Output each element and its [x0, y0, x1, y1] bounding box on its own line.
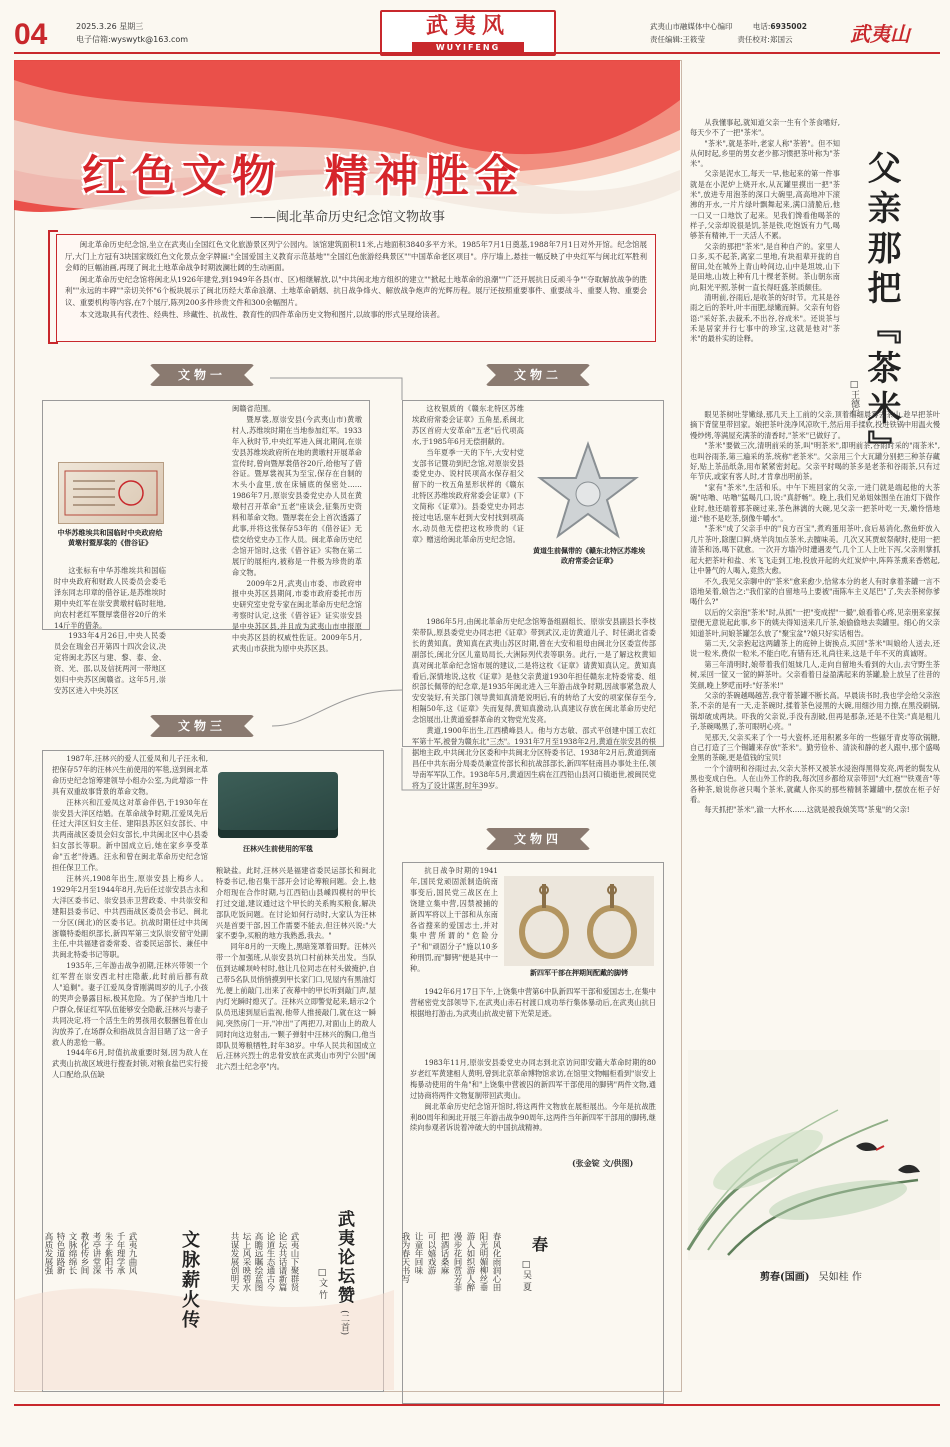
editor-in-charge: 责任编辑:王筱莹: [650, 35, 706, 44]
relic4-byline: (张金锭 文/供图): [572, 1158, 634, 1168]
essay-paragraph: 父亲是泥水工,每天一早,他起来的第一件事就是在小泥炉上烧开水,从瓦罐里摸出一把"茶米",放进专用泡茶的深口大碗里,高高地冲下滚沸的开水,一片片绿叶飘舞起来,满口清脆后,他一口又一口地饮了起来。见我们馋看他喝茶的样子,父亲却说很是饥,茶是铁,吃饱饭有力气,喝够茶有精神,干一天活人不累。: [690, 169, 840, 241]
relic2-text: 这枚银质的《赣东北特区苏维埃政府常委会证章》五角星,系闽北苏区首府大安革命"五老"后代项高水,于1985年6月无偿捐献的。: [412, 404, 524, 446]
essay-paragraph: 清明前,谷雨后,是收茶的好时节。尤其是谷雨之后的茶叶,叶丰而肥,绿嫩而鲜。父亲有句俗语:"采好茶,去裁禾,不出谷,谷成米"。还说茶与禾是居家并行七事中的珍宝,这就是他对"茶米"的最朴实的诠释。: [690, 293, 840, 344]
relic4-text: 闽北革命历史纪念馆开馆时,将这两件文物放在展柜展出。今年是抗战胜利80周年和闽北开展三年游击战争90周年,这两件当年新四军干部用的脚铐,继续向参观者诉说着冲破大的中国抗战精神。: [410, 1101, 656, 1133]
essay-paragraph: "茶米",就是茶叶,老家人称"茶箬"。但不知从何时起,乡里的男女老少都习惯把茶叶称为"茶米"。: [690, 138, 840, 169]
poem-line: 论坛共话谱新篇: [277, 1232, 287, 1292]
poem-line: 可以嬉戏游: [426, 1232, 436, 1275]
relic3-text: 汪林兴和江爱凤这对革命伴侣,于1930年在崇安县大洋区结婚。在革命战争时期,江爱凤先后任过大洋区妇女主任、建阳县苏区妇女部长、中共两南战区委员会妇女部长,中共闽北区中心县委妇女部长等职。新中国成立后,她在家乡享受革命"五老"待遇。汪永和曾在闽北革命历史纪念馆担任保卫工作。: [52, 797, 208, 873]
relic3-text: 1944年6月,时值抗战重要时刻,因为敌人在武夷山抗战区域进行搜查封锁,对粮食盐巴实行接人口配给,队伍缺: [52, 1048, 208, 1080]
poem-line: 教化传乡闾: [79, 1232, 89, 1275]
essay-paragraph: 见那天,父亲买来了个一号大瓷杯,还用积累多年的一些辐牙青皮等砍锅糖,自己打造了三个锡罐来存放"茶米"。勤劳俭朴、清淡和静的老人跟中,那个盛喝金黑的茶碗,更是值钱的宝贝!: [690, 732, 940, 763]
essay-title: 父亲那把『茶米』: [861, 150, 901, 470]
relic3-text: 汪林兴,1908年出生,原崇安县上梅乡人。1929年2月至1944年8月,先后任过崇安县古永和大洋区委书记、崇安县赤卫营政委、中共崇安和建阳县委书记、中共西南战区委员会书记、闽北一分区(闽北)的区委书记。抗战时期任过中共闽浙赣特委组织部长,新四军第三支队崇安留守处副主任,中共福建省委常委、省委民运部长、兼任中共闽北特委书记等职。: [52, 873, 208, 960]
essay-paragraph: 每天抓把"茶米",澈一大杯水……这就是被我娘笑骂"茶鬼"的父亲!: [704, 805, 910, 815]
intro-paragraph: 闽北革命历史纪念馆将闽北从1926年建党,到1949年各县(市、区)相继解放,以"中共闽北地方组织的建立""掀起土地革命的浪潮""广泛开展抗日反顽斗争""夺取解放战争的胜利""永远的丰碑""亲切关怀"6个板块展示了闽北历经大革命浪潮、土地革命硝烟、抗日战争烽火、解放战争炮声的光辉历程。展厅还按照重要事件、重要战斗、重要人物、重要会议、重要机构等内容,在7个展厅,陈列200多件珍贵文件和300余幅图片。: [65, 274, 647, 307]
essay-paragraph: 第二天,父亲抱起这两罐茶上的庭钟上街换点,买回"茶米"叫娘给人送去,还说一粒米,费似一粒米,不能白吃,有错有还,礼尚往来,这是千年不灭的真诚呀。: [690, 638, 940, 659]
editor-center: 武夷山市融媒体中心编印: [650, 22, 733, 31]
relic4-banner: 文物四: [486, 828, 590, 850]
feature-title: 红色文物 精神胜金: [82, 151, 525, 202]
logo: 武夷山: [850, 22, 910, 46]
header-rule: [14, 52, 940, 54]
poem-line: 高瞻远瞩绘蓝图: [253, 1232, 263, 1292]
relic3-text: 1935年,三年游击战争初期,汪林兴带领一个红军营在崇安西北村庄隐蔽,此时前后都有敌人"追剿"。妻子江爱凤身背刚满周岁的儿子,小孩的哭声会暴露目标,极其危险。为了保护当地几十户群众,保证红军队伍能够安全隐蔽,汪林兴与妻子共同决定,将一个活生生的男孩用衣服捆包着在山沟放养了,在场群众和指战员含泪目睹了这一舍子救人的悲怆一幕。: [52, 961, 208, 1047]
relic1-text: 这张标有中华苏维埃共和国临时中央政府和财政人民委员会委毛泽东同志印章的借谷证,是苏维埃时期中央红军在崇安黄墩村临时驻地,向农村老红军暨厚裳借谷20斤的米14斤半的借条。: [54, 566, 166, 630]
essay-paragraph: 第三年清明时,娘带着我们姐妹几人,走向自留地头看到的大山,去守野生茶树,采回一筐又一筐的鲜茶叶。父亲看着日益盈满起来的茶罐,脸上放呈了往昔的笑颜,晚上梦呓而呼:"好茶米!": [690, 659, 940, 690]
poem-line: 特色道路新: [55, 1232, 65, 1275]
essay-paragraph: "茶米"成了父亲手中的"良方百宝",煮鸡蛋用茶叶,食后易消化,熬鱼虾放入几片茶叶,除腥口鲜,烧羊肉加点茶米,去膻味美。几次又其贾蚁祭献时,使用一把清茶和汤,喝下就愈。一次开方墙冷时遭遇麦气,几个工人上吐下泻,父亲则掌抓起大把茶叶和盐、米飞飞走到工地,投放开起的火红炭炉中,阵阵茶熏来香燃起,让中暑气的人喝入,竟然大愈。: [690, 524, 940, 576]
poem-line: 考亭讲堂深: [91, 1232, 101, 1275]
relic3-text: 粮缺盐。此时,汪林兴是福建省委民运部长和闽北特委书记,他召集干部开会讨论筹粮问题。会上,他介绍现在合作时期,与江西铅山县嵊四模村的甲长打过交道,建议通过这个甲长的关系购买粮食,解决部队吃饭问题。在讨论如何行动时,大家认为汪林兴是首要干部,因工作需要不能去,但汪林兴说:"大家不要争,买粮的地方我熟悉,我去。": [216, 866, 376, 941]
essay-paragraph: 眼见茶树吐芽嫩绿,那几天上工前的父亲,顶着细细晨雾去茶山,趁早把茶叶摘下背筐里带回家。娘把茶叶洗净风凉吹干,然后用手揉软,投进铁锅中用温火慢慢炒烤,等满屋充满茶的清香时,"茶米"已做好了。: [690, 410, 940, 440]
page-number: 04: [14, 18, 48, 51]
relic4-text: 抗日战争时期的1941年,国民党顽固派制造皖南事变后,国民党三战区在上饶建立集中营,囚禁被捕的新四军将以上干部和从东南各省搜来的爱国志士,并对集中营所谓的"危险分子"和"顽固分子"施以10多种刑罚,而"脚铐"便是其中一种。: [410, 866, 498, 974]
proofreader: 责任校对:郑国云: [737, 35, 793, 44]
shackles-image: [504, 876, 654, 966]
relic1-banner: 文物一: [150, 364, 254, 386]
issue-date: 2025.3.26 星期三: [76, 22, 144, 31]
essay-paragraph: 一个个清明和谷雨过去,父亲大茶杯又被茶水浸泡得黑得发亮,两老的鬓发从黑也变成白色。人在山外工作的我,每次回乡都给双亲带回"大红袍""铁观音"等各种茶,娘说你爸只喝个茶米,就藏人你买的那些精制茶罐罐中,摆放在柜子好看。: [690, 763, 940, 805]
relic3-banner: 文物三: [150, 715, 254, 737]
essay-paragraph: "茶米"要做三次,清明前采的茶,叫"明茶米",即明前茶,谷雨时采的"雨茶米",也叫谷雨茶,第三遍采的茶,统称"老茶米"。父亲用三个大瓦罐分别把三种茶存藏好,贴上茶品纸条,用布紧紧密封起。父亲平时喝的茶多是老茶和谷雨茶,只有过年节庆,或家有客人时,才肯拿出明前茶。: [690, 441, 940, 482]
essay-paragraph: "家有"茶米",生活和乐。中午下班回家的父亲,一进门就是端起他的大茶碗"咕噜、咕噜"猛喝几口,说:"真舒畅"。晚上,我们兄弟姐妹围坐在油灯下做作业时,他还端着那茶碗过来,茶色淋漓的大碗,见父亲一把茶叶吃一天,嫩怜惜地道:"他不是吃茶,倒像牛嚼水"。: [690, 482, 940, 524]
poem-line: 春风化雨润心田: [491, 1232, 501, 1292]
forum-subtitle: (二首): [339, 1310, 349, 1336]
poem-line: 游人如织游人醉: [465, 1232, 475, 1292]
poem-line: 武夷九曲风: [127, 1232, 137, 1275]
poem-line: 高质发展强: [43, 1232, 53, 1275]
relic1-caption: 中华苏维埃共和国临时中央政府给黄墩村暨厚裳的《借谷证》: [57, 529, 163, 547]
relic4-text: 1983年11月,原崇安县委党史办同志到北京访问即安籍大革命时期的80岁老红军黄建相人黄明,曾到北京革命博物馆求访,在馆里文物幅柜看到"崇安上梅暴动使用的牛角"和"上饶集中营被囚的新四军干部使用的脚铐"两件文物,通过协商将两件文物复制带回武夷山。: [410, 1058, 656, 1100]
poem-line: 朱子紫阳书: [103, 1232, 113, 1275]
essay-paragraph: 以后的父亲泡"茶米"时,从抓"一把"变成捏"一撮",娘看着心疼,见亲朋来家探望便无意说起此事,乡下的姨夫得知送来几斤茶,娘偷偷地去卖罐里。细心的父亲知道茶叶,问娘茶罐怎么放了"聚宝盆"?娘只好实话相告。: [690, 607, 940, 638]
poem-line: 坛上风采映碧水: [241, 1232, 251, 1292]
intro-paragraph: 本文选取具有代表性、经典性、珍藏性、抗战性、教育性的四件革命历史文物和图片,以故事的形式呈现给读者。: [79, 309, 445, 319]
poem-line: 武夷山下聚群贤: [289, 1232, 299, 1292]
essay-paragraph: 不久,我见父亲聊中的"茶米"愈来愈少,恰常本分的老人有时拿着茶罐一言不语地呆着,娘告之:"我们家的自留地马上要被"南陈车主义尾巴"了,失去茶树你爹喝什么?": [690, 576, 940, 607]
relic1-text: 1933年4月26日,中央人民委员会在瑞金召开第四十四次会议,决定将闽北苏区与建、黎、泰、金、资、光、邵,以及信抚两河一带地区划归中央苏区闽赣省。这年5月,崇安苏区进入中央苏区: [54, 631, 166, 695]
painting-image: [688, 1050, 940, 1260]
relic3-text: 1987年,汪林兴的爱人江爱凤和儿子汪永和,把保存57年的汪林兴生前使用的军毯,送到闽北革命历史纪念馆筹建领导小组办公室,为此增添一件具有双重故事背景的革命文物。: [52, 754, 208, 796]
relic2-text: 1986年5月,由闽北革命历史纪念馆筹备组副组长、原崇安县副县长李枝荣带队,原县委党史办同志把《证章》带到武汉,走访黄道儿子、时任湖北省委长的黄知真。黄知真在武夷山苏区时期,曾在大安和祖母由闽北分区委宣传部副部长,闽北分区儿童局局长,大洲际列代表等职务。此行,一是了解这枚黄知真对闽北革命纪念馆布展的建议,二是将这枚《证章》请黄知真认定。黄知真看后,深情地说,这枚《证章》是他父亲黄道1930年担任赣东北特委常委、组织部长佩带的纪念章,是1935年闽北进入三年游击战争时期,因战事紧急敌人安安装好,有关部门领导黄知真清楚说明后,有的转给了大安的项家保存至今,相隔50年,这《证章》失而复得,黄知真激动,认真建议存放在闽北革命历史纪念馆展出,让黄道爱群革命的文物党光发亮。: [412, 617, 656, 725]
intro-box: [56, 234, 656, 342]
blanket-image: [218, 772, 338, 838]
spring-title: 春: [532, 1235, 549, 1254]
poem-line: 论道生态通古今: [265, 1232, 275, 1292]
relic3-text: 同年8月的一天晚上,黑暗笼罩着田野。汪林兴带一个加强班,从崇安县坑口村前林关出发。当队伍到达嵊坝岭村时,他让几位同志在村头做掩护,自己带5名队员悄悄摸到甲长家门口,见屋内有黑油灯光,便上前敲门,出来了夜幕中的甲长听到敲门声,屋内灯光瞬时熄灭了。汪林兴立即警觉起来,暗示2个队员迅速到屋后监视,他带人推接敲门,就在这一瞬间,突然房门一开,"冲出"了两把刀,对面山上的敌人同时向这边射击,一颗子弹射中汪林兴的胸口,他当即队员筹粮牺牲,时年38岁。中华人民共和国成立后,汪林兴烈士的忠骨安放在武夷山市列宁公园"闽北六烈士纪念亭"内。: [216, 942, 376, 1072]
essay-paragraph: 父亲的茶碗越喝越苦,我守着茶罐不断长高。早晨读书时,我也学会给父亲泡茶,不亲的是有一天,走茶碗时,揉着茶色浸黑的大碗,用细沙用力擦,在黑没刷锅,锅却破成两块。吓我的父亲说,手没有刮破,但再是那条,还是不住笑:"真是粗儿子,茶碗喝黑了,茶可眼明心亮。": [690, 690, 940, 732]
section-title: 武夷风: [425, 14, 510, 39]
phone-label: 电话:: [752, 22, 771, 31]
essay-paragraph: 从我懂事起,就知道父亲一生有个茶食嗜好,每天少不了一把"茶米"。: [690, 118, 840, 138]
relic2-banner: 文物二: [486, 364, 590, 386]
poem-column-title: 文脉薪火传: [179, 1230, 200, 1330]
poem-line: 把酒话桑麻: [439, 1232, 449, 1275]
relic2-text: 当年夏季一天的下午,大安村党支部书记暨功到纪念馆,对原崇安县委党史办、说村民项高水保存祖父留下的一枚五角星形状样的《赣东北特区苏维埃政府常委会证章》(下文简称《证章》)。县委党史办同志接过电话,驱车赶到大安村找到项高水,动员他无偿把这枚珍贵的《证章》赠送给闽北革命历史纪念馆。: [412, 447, 524, 544]
relic1-text: 2009年2月,武夷山市委、市政府申报中央苏区县期间,市委市政府委托市历史研究室史党专家在闽北革命历史纪念馆考察时认定,这张《借谷证》证实崇安县是中央苏区县,并且成为武夷山市申报原中央苏区县的权威性佐证。2009年5月,武夷山市获批为原中央苏区县。: [232, 578, 362, 653]
forum-title: 武夷论坛赞: [334, 1210, 354, 1305]
relic4-caption: 新四军干部在押期间配戴的脚铐: [530, 969, 628, 977]
painting-title: 剪春(国画): [760, 1272, 810, 1283]
essay-author: □王德仁: [849, 380, 859, 417]
painting-author: 吴如桂 作: [818, 1272, 862, 1283]
poem-line: 文脉绵绵长: [67, 1232, 77, 1275]
poem-line: 漫步花间赏芳菲: [452, 1232, 462, 1292]
essay-body: [690, 410, 940, 1042]
poem-line: 我为春天书写: [400, 1232, 410, 1283]
intro-bracket: [48, 230, 58, 344]
poem-line: 千年理学承: [115, 1232, 125, 1275]
relic3-caption: 汪林兴生前使用的军毯: [243, 845, 313, 853]
section-subtitle: WUYIFENG: [412, 42, 524, 53]
poem-line: 共谋发展创明天: [229, 1232, 239, 1292]
phone: 6935002: [770, 22, 807, 31]
forum-author: □文 竹: [317, 1268, 327, 1299]
poem-line: 阳光明媚柳丝垂: [478, 1232, 488, 1292]
relic2-text: 黄道,1900年出生,江西横峰县人。他与方志敏、邵式平创建中国工农红军第十军,被誉为赣东北"三杰"。1931年7月至1938年2月,黄道在崇安县的根据地主政,中共闽北分区委和中共闽北分区特委书记、1938年2月后,黄道到南昌任中共东南分局委员兼宣传部长和抗战部部长,新四军驻南昌办事处主任,领导南军军队工作。1938年5月,黄道因生病在江西铅山县河口镇逝世,被闽民党将为了设计谋害,时年39岁。: [412, 726, 656, 790]
relic2-caption: 黄道生前佩带的《赣东北特区苏维埃政府常委会证章》: [533, 547, 645, 565]
footer-rule: [14, 1404, 940, 1406]
email: 电子信箱:wyswytk@163.com: [76, 35, 189, 44]
relic1-text: 闽赣省范围。: [232, 404, 276, 413]
section-masthead: [380, 10, 556, 56]
feature-subtitle: ——闽北革命历史纪念馆文物故事: [250, 210, 446, 225]
relic1-text: 暨厚裳,原崇安县(今武夷山市)黄墩村人,苏维埃时期在当地参加红军。1933年入秋时节,中央红军进入闽北期间,在崇安县苏维埃政府所在地的黄墩村开展革命宣传时,曾向暨厚裳借谷20斤,给他写了借谷证。暨厚裳视其为至宝,保存在自制的木头小盒里,放在床铺底的保密处……1986年7月,原崇安县委党史办人员在黄墩村召开革命"五老"座谈会,征集历史资料和革命文物。暨厚裳在会上首次透露了此事,并将这张保存53年的《借谷证》无偿交给党史办工作人员。闽北革命历史纪念馆开馆时,这张《借谷证》实物在第二展厅的展柜内,被称是一件极为珍贵的革命文物。: [232, 414, 362, 577]
relic4-text: 1942年6月17日下午,上饶集中营第6中队新四军干部和爱国志士,在集中营秘密党支部领导下,在武夷山赤石村渡口成功举行集体暴动后,在武夷山抗日根据地打游击,为武夷山抗战史留下光荣足迹。: [410, 987, 656, 1018]
spring-author: □吴 夏: [521, 1260, 531, 1291]
poem-line: 让童年回味: [413, 1232, 423, 1275]
essay-paragraph: 父亲的那把"茶米",是自种自产的。家里人口多,买不起茶,离家二里地,有块祖辈开拢的自留田,处在城外上青山岭间边,山中是坦坡,山下是田地,山坡上种有几十棵老茶树。茶山朝东南向,阳光平照,茶树一直长得旺盛,茶质颇佳。: [690, 241, 840, 292]
intro-paragraph: 闽北革命历史纪念馆,坐立在武夷山全国红色文化旅游景区列宁公园内。该馆建筑面积11米,占地面积3840多平方米。1985年7月1日奠基,1988年7月1日对外开馆。纪念馆展厅,大门上方冠有3块国家级红色文化景点金字牌匾:"全国爱国主义教育示范基地""全国红色旅游经典景区""中国革命老区项目"。序厅墙上,悬挂一幅反映了中央红军与闽北红军胜利会师的巨幅油画,再现了闽北土地革命战争时期波澜壮阔的生动画面。: [65, 240, 647, 273]
